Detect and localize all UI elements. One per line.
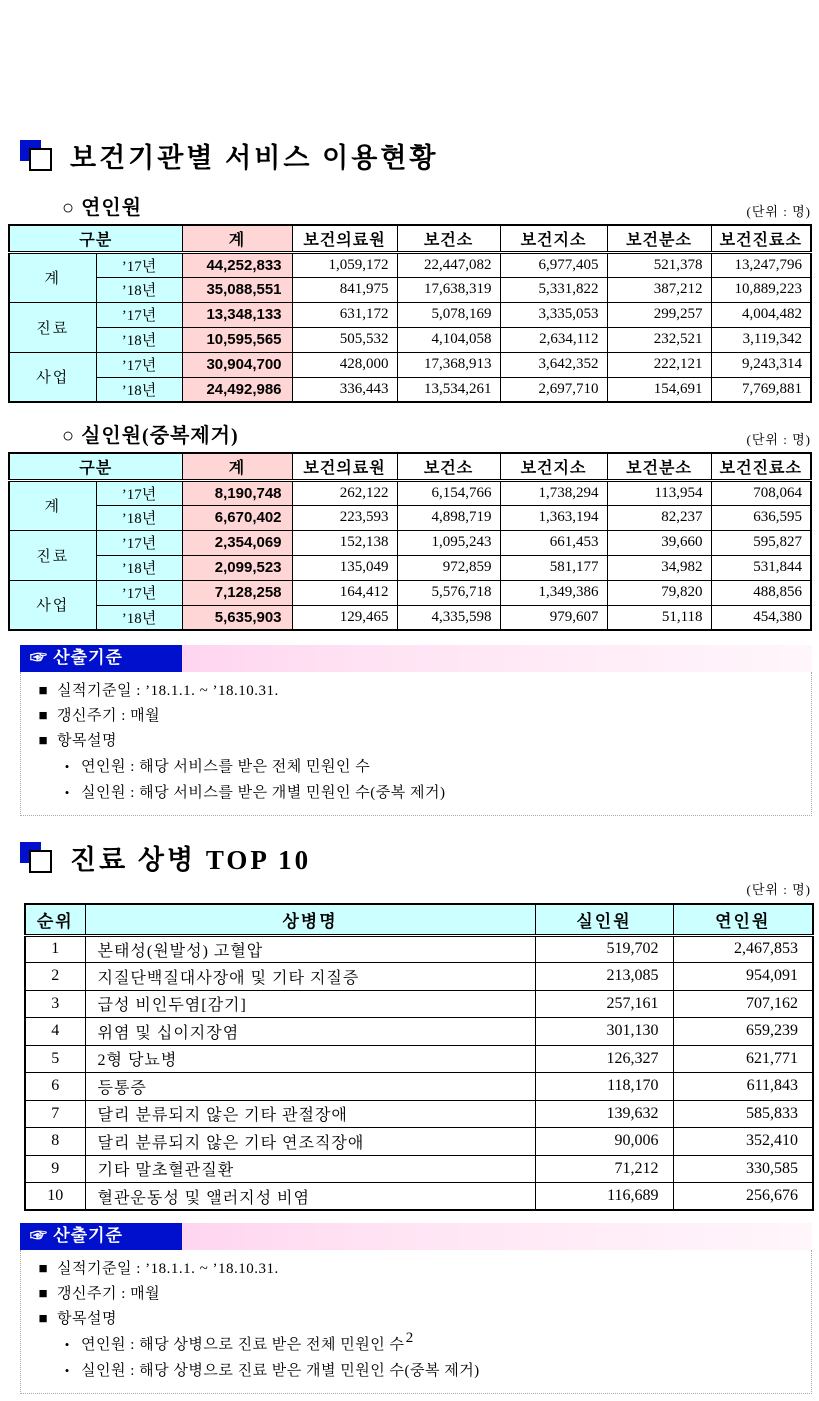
cell-value: 256,676 [673,1183,813,1211]
col-header: 보건소 [397,453,500,480]
cell-value: 17,638,319 [397,277,500,302]
criteria-header: ☞ 산출기준 [20,645,182,672]
cell-value: 213,085 [535,963,673,991]
table-header-row [9,453,811,480]
col-header: 실인원 [535,904,673,935]
table-row [25,935,813,963]
criteria-line [21,1358,811,1384]
top10-table [24,903,814,1211]
white-square-icon [29,850,52,873]
rank-cell: 3 [25,990,85,1018]
year-cell: ’18년 [96,505,182,530]
table-row [25,1045,813,1073]
cell-value: 979,607 [500,605,607,630]
criteria-band [20,645,812,672]
criteria-line [21,704,811,729]
rank-cell: 9 [25,1155,85,1183]
col-header: 상병명 [85,904,535,935]
cell-value: 13,247,796 [711,252,811,277]
year-cell: ’18년 [96,555,182,580]
table-row [9,377,811,402]
disease-name: 급성 비인두염[감기] [85,990,535,1018]
rank-cell: 7 [25,1100,85,1128]
cell-value: 428,000 [292,352,397,377]
cell-total: 7,128,258 [182,580,292,605]
section-top10-title-row [20,838,819,877]
cell-value: 581,177 [500,555,607,580]
cell-value: 129,465 [292,605,397,630]
year-cell: ’18년 [96,327,182,352]
year-cell: ’17년 [96,302,182,327]
dot-bullet-icon: • [64,785,70,800]
table-row [9,530,811,555]
cell-value: 22,447,082 [397,252,500,277]
rank-cell: 10 [25,1183,85,1211]
col-header: 순위 [25,904,85,935]
year-cell: ’18년 [96,277,182,302]
cell-value: 387,212 [607,277,711,302]
cell-value: 3,119,342 [711,327,811,352]
cell-value: 13,534,261 [397,377,500,402]
cell-value: 139,632 [535,1100,673,1128]
criteria-text: 항목설명 [57,733,117,749]
cell-value: 118,170 [535,1073,673,1101]
table-row [9,327,811,352]
cell-value: 2,697,710 [500,377,607,402]
cell-total: 2,354,069 [182,530,292,555]
disease-name: 등통증 [85,1073,535,1101]
cell-total: 13,348,133 [182,302,292,327]
cell-value: 79,820 [607,580,711,605]
year-cell: ’17년 [96,252,182,277]
rank-cell: 8 [25,1128,85,1156]
table-row [25,1018,813,1046]
table-row [25,1155,813,1183]
year-cell: ’17년 [96,352,182,377]
col-header: 구분 [9,225,182,252]
square-bullet-icon: ■ [38,1311,48,1327]
criteria-text: 갱신주기 : 매월 [57,708,161,724]
cell-value: 17,368,913 [397,352,500,377]
cell-value: 631,172 [292,302,397,327]
cell-value: 659,239 [673,1018,813,1046]
section-usage-title-row [20,136,819,175]
group-label: 계 [9,252,96,302]
disease-name: 달리 분류되지 않은 기타 관절장애 [85,1100,535,1128]
cell-value: 5,331,822 [500,277,607,302]
cell-value: 299,257 [607,302,711,327]
criteria-text: 연인원 : 해당 서비스를 받은 전체 민원인 수 [81,759,371,775]
cell-value: 262,122 [292,480,397,505]
cell-value: 1,738,294 [500,480,607,505]
table-row [9,480,811,505]
disease-name: 기타 말초혈관질환 [85,1155,535,1183]
criteria-line [21,679,811,704]
table-row [9,555,811,580]
criteria-line [21,729,811,754]
cell-total: 35,088,551 [182,277,292,302]
cell-value: 10,889,223 [711,277,811,302]
dot-bullet-icon: • [64,759,70,774]
cell-value: 519,702 [535,935,673,963]
criteria-text: 갱신주기 : 매월 [57,1286,161,1302]
criteria-line [21,1307,811,1332]
table-row [9,352,811,377]
cell-total: 8,190,748 [182,480,292,505]
dot-bullet-icon: • [64,1337,70,1352]
yeon-subheader-row [62,191,811,220]
year-cell: ’18년 [96,377,182,402]
cell-value: 5,078,169 [397,302,500,327]
cell-value: 301,130 [535,1018,673,1046]
cell-value: 505,532 [292,327,397,352]
table-row [9,277,811,302]
cell-value: 4,898,719 [397,505,500,530]
group-label: 계 [9,480,96,530]
cell-value: 954,091 [673,963,813,991]
group-label: 사업 [9,352,96,402]
cell-value: 3,642,352 [500,352,607,377]
rank-cell: 5 [25,1045,85,1073]
cell-value: 164,412 [292,580,397,605]
disease-name: 본태성(원발성) 고혈압 [85,935,535,963]
rank-cell: 2 [25,963,85,991]
table-row [9,505,811,530]
cell-value: 595,827 [711,530,811,555]
cell-value: 154,691 [607,377,711,402]
year-cell: ’17년 [96,480,182,505]
cell-value: 4,004,482 [711,302,811,327]
unit-label: (단위 : 명) [746,204,811,219]
cell-value: 330,585 [673,1155,813,1183]
disease-name: 2형 당뇨병 [85,1045,535,1073]
group-label: 진료 [9,302,96,352]
cell-value: 4,104,058 [397,327,500,352]
disease-name: 지질단백질대사장애 및 기타 지질증 [85,963,535,991]
rank-cell: 4 [25,1018,85,1046]
cell-value: 232,521 [607,327,711,352]
square-bullet-icon: ■ [38,708,48,724]
cell-total: 30,904,700 [182,352,292,377]
yeon-subtitle: ○ 연인원 [62,197,143,219]
cell-value: 972,859 [397,555,500,580]
criteria-text: 실적기준일 : ’18.1.1. ~ ’18.10.31. [57,1261,279,1277]
cell-value: 336,443 [292,377,397,402]
square-bullet-icon: ■ [38,683,48,699]
cell-value: 71,212 [535,1155,673,1183]
cell-total: 10,595,565 [182,327,292,352]
cell-value: 82,237 [607,505,711,530]
cell-value: 2,467,853 [673,935,813,963]
table-row [9,302,811,327]
col-header: 보건분소 [607,225,711,252]
cell-value: 6,154,766 [397,480,500,505]
cell-value: 1,095,243 [397,530,500,555]
col-header: 계 [182,225,292,252]
sil-subheader-row [62,419,811,448]
cell-value: 636,595 [711,505,811,530]
section-usage-title: 보건기관별 서비스 이용현황 [70,143,439,173]
table-row [9,580,811,605]
cell-value: 222,121 [607,352,711,377]
square-bullet-icon: ■ [38,733,48,749]
top10-unit-row [0,879,811,899]
criteria-box-usage [20,645,812,816]
group-label: 사업 [9,580,96,630]
col-header: 보건지소 [500,225,607,252]
criteria-band [20,1223,812,1250]
col-header: 보건지소 [500,453,607,480]
criteria-header: ☞ 산출기준 [20,1223,182,1250]
criteria-line [21,1282,811,1307]
cell-value: 707,162 [673,990,813,1018]
cell-value: 5,576,718 [397,580,500,605]
cell-total: 44,252,833 [182,252,292,277]
cell-value: 661,453 [500,530,607,555]
cell-value: 152,138 [292,530,397,555]
table-row [9,605,811,630]
cell-value: 1,349,386 [500,580,607,605]
year-cell: ’18년 [96,605,182,630]
unit-label: (단위 : 명) [746,432,811,447]
cell-value: 352,410 [673,1128,813,1156]
criteria-text: 실인원 : 해당 서비스를 받은 개별 민원인 수(중복 제거) [81,785,446,801]
cell-value: 90,006 [535,1128,673,1156]
cell-value: 126,327 [535,1045,673,1073]
cell-value: 34,982 [607,555,711,580]
disease-name: 혈관운동성 및 앨러지성 비염 [85,1183,535,1211]
col-header: 보건분소 [607,453,711,480]
col-header: 연인원 [673,904,813,935]
section-top10-title: 진료 상병 TOP 10 [70,845,312,875]
white-square-icon [29,148,52,171]
col-header: 구분 [9,453,182,480]
disease-name: 달리 분류되지 않은 기타 연조직장애 [85,1128,535,1156]
table-row [25,1183,813,1211]
cell-value: 4,335,598 [397,605,500,630]
table-header-row [9,225,811,252]
square-bullet-icon: ■ [38,1261,48,1277]
cell-value: 51,118 [607,605,711,630]
year-cell: ’17년 [96,580,182,605]
table-row [25,1100,813,1128]
sil-table [8,452,812,631]
cell-value: 3,335,053 [500,302,607,327]
cell-value: 9,243,314 [711,352,811,377]
col-header: 보건의료원 [292,225,397,252]
page-number: 2 [405,1330,414,1346]
criteria-text: 실인원 : 해당 상병으로 진료 받은 개별 민원인 수(중복 제거) [81,1363,480,1379]
cell-value: 6,977,405 [500,252,607,277]
cell-value: 1,363,194 [500,505,607,530]
unit-label: (단위 : 명) [746,882,811,897]
criteria-line [21,780,811,806]
cell-total: 5,635,903 [182,605,292,630]
criteria-text: 연인원 : 해당 상병으로 진료 받은 전체 민원인 수 [81,1337,405,1353]
cell-value: 1,059,172 [292,252,397,277]
criteria-text: 실적기준일 : ’18.1.1. ~ ’18.10.31. [57,683,279,699]
col-header: 보건소 [397,225,500,252]
cell-value: 841,975 [292,277,397,302]
cell-value: 116,689 [535,1183,673,1211]
table-row [25,963,813,991]
cell-value: 708,064 [711,480,811,505]
cell-value: 531,844 [711,555,811,580]
col-header: 보건진료소 [711,225,811,252]
sil-subtitle: ○ 실인원(중복제거) [62,425,239,447]
cell-value: 257,161 [535,990,673,1018]
disease-name: 위염 및 십이지장염 [85,1018,535,1046]
double-square-icon [20,840,56,876]
cell-value: 621,771 [673,1045,813,1073]
col-header: 보건의료원 [292,453,397,480]
table-row [9,252,811,277]
cell-total: 24,492,986 [182,377,292,402]
table-header-row [25,904,813,935]
dot-bullet-icon: • [64,1363,70,1378]
cell-value: 2,634,112 [500,327,607,352]
cell-value: 521,378 [607,252,711,277]
col-header: 계 [182,453,292,480]
criteria-box-top10 [20,1223,812,1394]
cell-value: 611,843 [673,1073,813,1101]
table-row [25,1128,813,1156]
year-cell: ’17년 [96,530,182,555]
cell-value: 454,380 [711,605,811,630]
rank-cell: 1 [25,935,85,963]
cell-value: 135,049 [292,555,397,580]
cell-value: 488,856 [711,580,811,605]
cell-value: 39,660 [607,530,711,555]
criteria-body [20,1250,812,1394]
criteria-body [20,672,812,816]
col-header: 보건진료소 [711,453,811,480]
criteria-line [21,754,811,780]
cell-value: 223,593 [292,505,397,530]
table-row [25,1073,813,1101]
group-label: 진료 [9,530,96,580]
cell-value: 7,769,881 [711,377,811,402]
rank-cell: 6 [25,1073,85,1101]
table-row [25,990,813,1018]
criteria-text: 항목설명 [57,1311,117,1327]
cell-value: 585,833 [673,1100,813,1128]
double-square-icon [20,138,56,174]
cell-total: 2,099,523 [182,555,292,580]
yeon-table [8,224,812,403]
criteria-line [21,1257,811,1282]
square-bullet-icon: ■ [38,1286,48,1302]
cell-total: 6,670,402 [182,505,292,530]
cell-value: 113,954 [607,480,711,505]
